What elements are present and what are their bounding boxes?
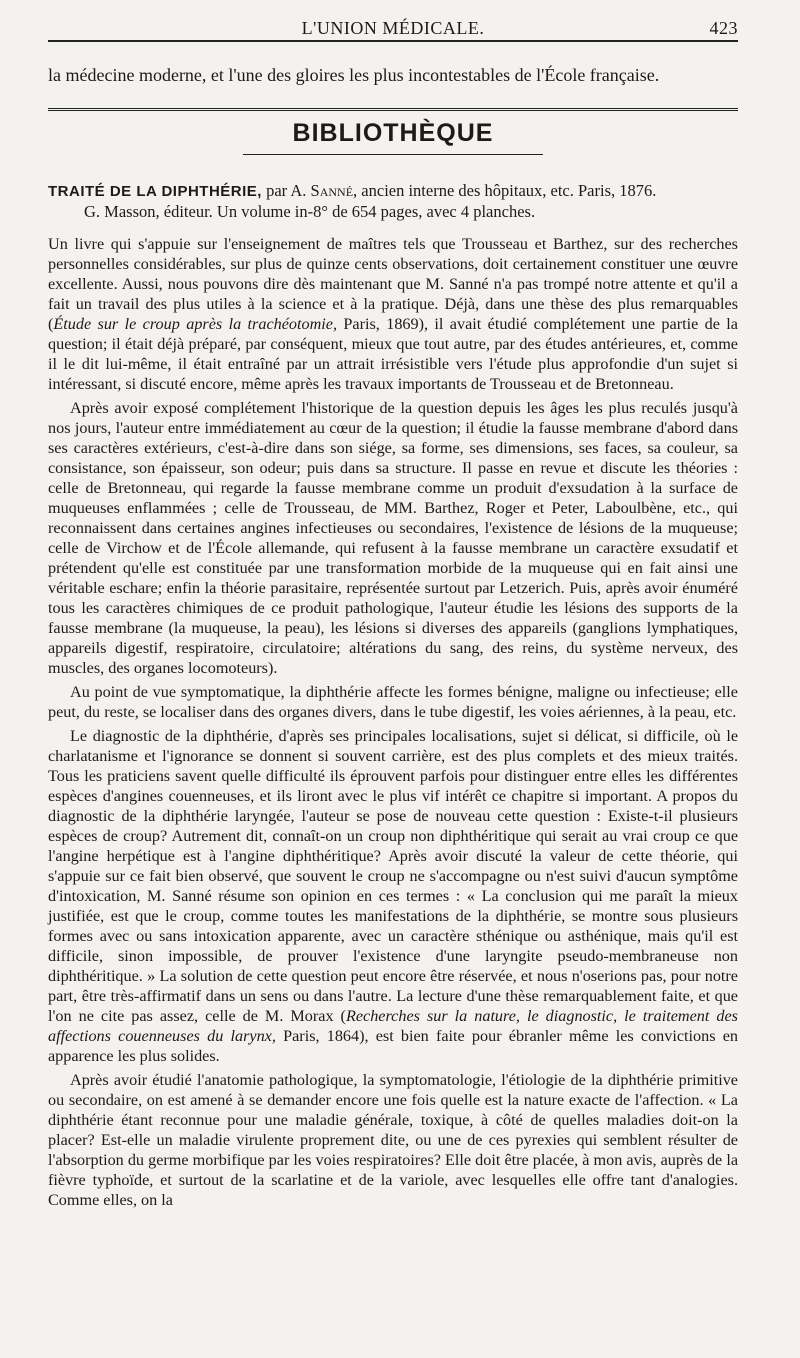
section-title: BIBLIOTHÈQUE (292, 119, 494, 147)
title-underline (243, 154, 543, 155)
page-number: 423 (709, 18, 738, 38)
page (48, 0, 738, 1214)
cited-thesis-title: Étude sur le croup après la trachéotomie, (53, 315, 338, 333)
book-author: Sanné, (310, 181, 358, 200)
running-header (48, 0, 738, 42)
paragraph-2: Après avoir exposé complétement l'historique de la question depuis les âges les plus reculés jusqu'à nos jours, l'auteur entre immédiatement au cœur de la question; il étudie la fausse membrane d'abord dans ses caractères extérieurs, c'est-à-dire dans son siége, sa forme, ses dimensions, ses faces, sa couleur, sa consistance, son épaisseur, son odeur; puis dans sa structure. Il passe en revue et discute les théories : celle de Bretonneau, qui regarde la fausse membrane comme un produit d'exsudation à la surface de muqueuses enflammées ; celle de Trousseau, de MM. Barthez, Roger et Peter, Laboulbène, etc., qui reconnaissent dans certaines angines infectieuses ou secondaires, l'existence de lésions de la muqueuse; celle de Virchow et de l'École allemande, qui refusent à la fausse membrane un caractère exsudatif et prétendent qu'elle est constituée par une transformation morbide de la muqueuse qui en fait ainsi une véritable eschare; enfin la théorie parasitaire, représentée surtout par Letzerich. Puis, après avoir énuméré tous les caractères chimiques de ce produit pathologique, l'auteur étudie les lésions des supports de la fausse membrane (la muqueuse, la peau), les lésions si diverses des appareils (ganglions lymphatiques, appareils digestif, respiratoire, circulatoire; altérations du sang, des reins, du système nerveux, des muscles, des organes locomoteurs). (48, 399, 738, 677)
section-divider (48, 108, 738, 111)
review-body (48, 234, 738, 1210)
cited-morax-title: Recherches sur la nature, le diagnostic, le traitement des affections couenneuses du larynx, (48, 1007, 738, 1045)
paragraph-1: Un livre qui s'appuie sur l'enseignement de maîtres tels que Trousseau et Barthez, sur des recherches personnelles considérables, sur plus de quinze cents observations, doit certainement constituer une œuvre excellente. Aussi, nous pouvons dire dès maintenant que M. Sanné n'a pas trompé notre attente et qu'il a fait un travail des plus utiles à la science et à la pratique. Déjà, dans une thèse des plus remarquables (Étude sur le croup après la trachéotomie, Paris, 1869), il avait étudié complétement une partie de la question; il était déjà préparé, par conséquent, mieux que tout autre, par des études antérieures, et, comme il le dit lui-même, il était entraîné par un attrait irrésistible vers l'étude plus approfondie d'un sujet si intéressant, si discuté encore, même après les travaux importants de Trousseau et de Bretonneau. (48, 235, 738, 393)
reference-details: ancien interne des hôpitaux, etc. Paris, 1876. (361, 181, 657, 200)
journal-title: L'UNION MÉDICALE. (301, 18, 485, 38)
paragraph-4: Le diagnostic de la diphthérie, d'après ses principales localisations, sujet si délicat, si difficile, où le charlatanisme et l'ignorance se donnent si souvent carrière, est des plus complets et des mieux traités. Tous les praticiens savent quelle difficulté ils éprouvent parfois pour distinguer entre elles les différentes espèces d'angines couenneuses, et ils liront avec le plus vif intérêt ce chapitre si important. A propos du diagnostic de la diphthérie laryngée, l'auteur se pose de nouveau cette question : Existe-t-il plusieurs espèces de croup? Autrement dit, connaît-on un croup non diphthéritique qui serait au vrai croup ce que l'angine herpétique est à l'angine diphthéritique? Après avoir discuté la valeur de cette théorie, qui s'appuie sur ce fait bien observé, que souvent le croup ne s'accompagne ou n'est suivi d'aucun symptôme d'intoxication, M. Sanné résume son opinion en ces termes : « La conclusion qui me paraît la mieux justifiée, est que le croup, comme toutes les manifestations de la diphthérie, se montre sous plusieurs formes avec ou sans intoxication apparente, avec un caractère sthénique ou asthénique, mais qu'il est difficile, sinon impossible, de prouver l'existence d'une laryngite pseudo-membraneuse non diphthéritique. » La solution de cette question peut encore être réservée, et nous n'oserions pas, pour notre part, être très-affirmatif dans un sens ou dans l'autre. La lecture d'une thèse remarquablement faite, et que l'on ne cite pas assez, celle de M. Morax (Recherches sur la nature, le diagnostic, le traitement des affections couenneuses du larynx, Paris, 1864), est bien faite pour ébranler même les convictions en apparence les plus solides. (48, 727, 738, 1065)
paragraph-5: Après avoir étudié l'anatomie pathologique, la symptomatologie, l'étiologie de la diphthérie primitive ou secondaire, on est amené à se demander encore une fois quelle est la nature exacte de l'affection. « La diphthérie étant reconnue pour une maladie générale, toxique, à côté de quelles maladies doit-on la placer? Est-elle un maladie virulente proprement dite, ou une de ces pyrexies qui semblent résulter de l'absorption du germe morbifique par les voies respiratoires? Elle doit être placée, à mon avis, auprès de la fièvre typhoïde, et surtout de la scarlatine et de la variole, avec lesquelles elle offre tant d'analogies. Comme elles, on la (48, 1071, 738, 1209)
publisher-line: G. Masson, éditeur. Un volume in-8° de 654 pages, avec 4 planches. (84, 202, 536, 221)
reference-by: par A. (266, 181, 307, 200)
lead-paragraph: la médecine moderne, et l'une des gloires les plus incontestables de l'École française. (48, 65, 660, 85)
book-title: TRAITÉ DE LA DIPHTHÉRIE, (48, 183, 262, 200)
book-reference (48, 181, 738, 222)
paragraph-3: Au point de vue symptomatique, la diphthérie affecte les formes bénigne, maligne ou infectieuse; elle peut, du reste, se localiser dans des organes divers, dans le tube digestif, les voies aériennes, à la peau, etc. (48, 683, 738, 721)
